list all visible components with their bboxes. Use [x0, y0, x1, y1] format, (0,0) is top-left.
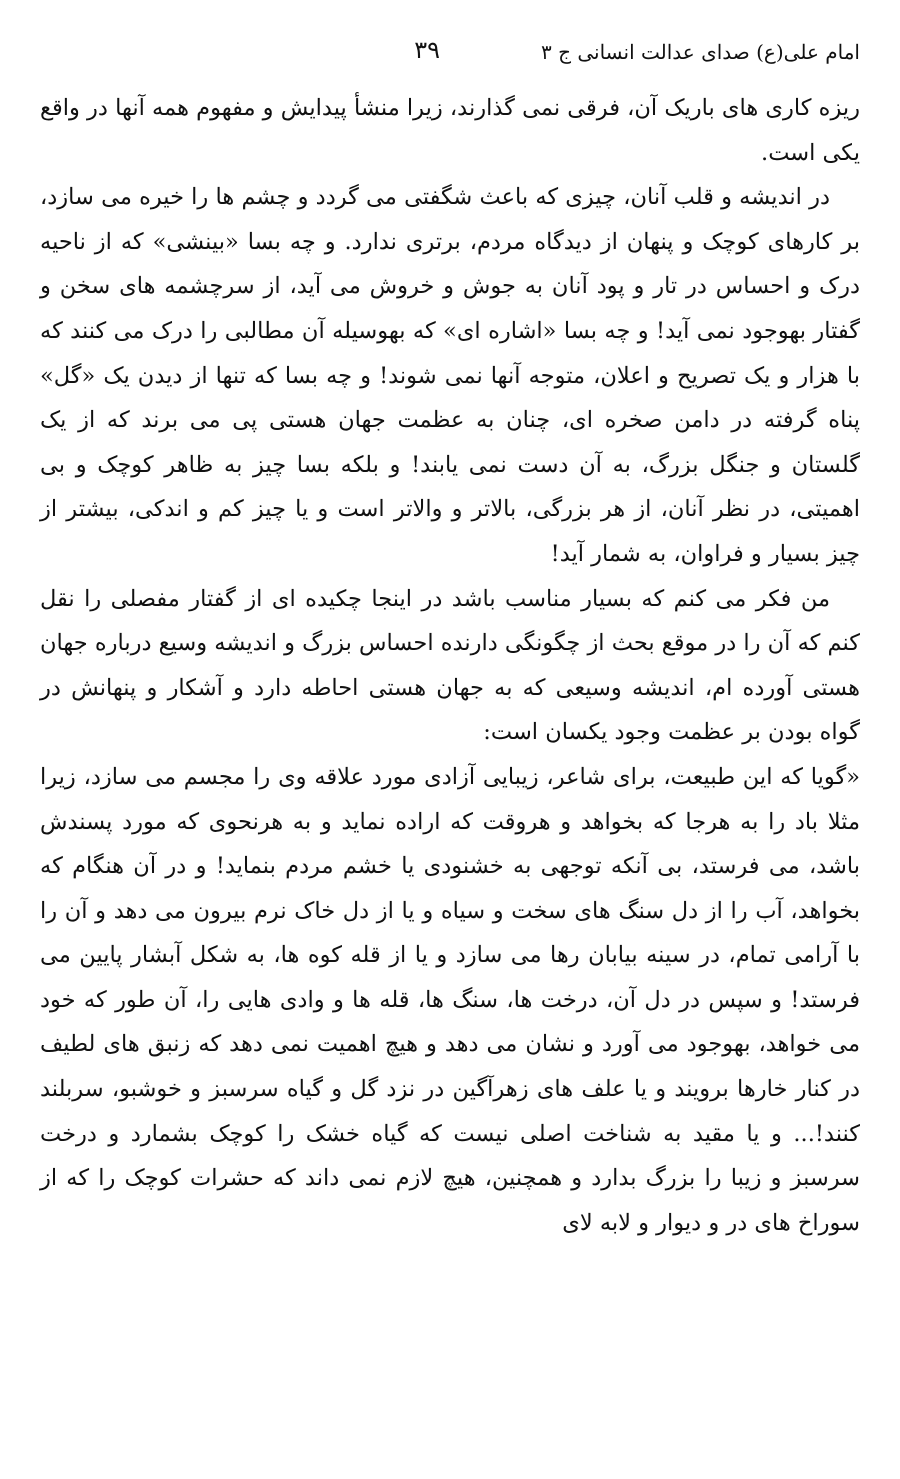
page-body — [40, 86, 860, 1245]
paragraph: ریزه کاری های باریک آن، فرقی نمی گذارند، زیرا منشأ پیدایش و مفهوم همه آنها در واقع یکی است. — [40, 95, 860, 166]
paragraph: در اندیشه و قلب آنان، چیزی که باعث شگفتی می گردد و چشم ها را خیره می سازد، بر کارهای کوچک و پنهان از دیدگاه مردم، برتری ندارد. و چه بسا «بینشی» که از ناحیه درک و احساس در تار و پود آنان به جوش و خروش می آید، از سرچشمه های سخن و گفتار بهوجود نمی آید! و چه بسا «اشاره ای» که بهوسیله آن مطالبی را درک می کنند که با هزار و یک تصریح و اعلان، متوجه آنها نمی شوند! و چه بسا که تنها از دیدن یک «گل» پناه گرفته در دامن صخره ای، چنان به عظمت جهان هستی پی می برند که از یک گلستان و جنگل بزرگ، به آن دست نمی یابند! و بلکه بسا چیز به ظاهر کوچک و بی اهمیتی، در نظر آنان، از هر بزرگی، بالاتر و والاتر است و یا چیز کم و اندکی، بیشتر از چیز بسیار و فراوان، به شمار آید! — [40, 184, 860, 567]
page-header — [40, 34, 860, 74]
quoted-paragraph: «گویا که این طبیعت، برای شاعر، زیبایی آزادی مورد علاقه وی را مجسم می سازد، زیرا مثلا باد را به هرجا که بخواهد و هروقت که اراده نماید و به هرنحوی که مورد پسندش باشد، می فرستد، بی آنکه توجهی به خشنودی یا خشم مردم بنماید! و در آن هنگام که بخواهد، آب را از دل سنگ های سخت و سیاه و یا از دل خاک نرم بیرون می دهد و آن را با آرامی تمام، در سینه بیابان رها می سازد و یا از قله کوه ها، به شکل آبشار پایین می فرستد! و سپس در دل آن، درخت ها، سنگ ها، قله ها و وادی هایی را، آن طور که خود می خواهد، بهوجود می آورد و نشان می دهد و هیچ اهمیت نمی دهد که زنبق های لطیف در کنار خارها برویند و یا علف های زهرآگین در نزد گل و گیاه سرسبز و خوشبو، سربلند کنند!... و یا مقید به شناخت اصلی نیست که گیاه خشک را کوچک بشمارد و درخت سرسبز و زیبا را بزرگ بدارد و همچنین، هیچ لازم نمی داند که حشرات کوچک را که از سوراخ های در و دیوار و لابه لای — [40, 763, 860, 1236]
page-number: ۳۹ — [414, 36, 440, 64]
paragraph: من فکر می کنم که بسیار مناسب باشد در اینجا چکیده ای از گفتار مفصلی را نقل کنم که آن را در موقع بحث از چگونگی دارنده احساس بزرگ و اندیشه وسیع درباره جهان هستی آورده ام، اندیشه وسیعی که به جهان هستی احاطه دارد و آشکار و پنهانش در گواه بودن بر عظمت وجود یکسان است: — [40, 585, 860, 746]
book-title: امام علی(ع) صدای عدالت انسانی ج ۳ — [540, 40, 860, 64]
